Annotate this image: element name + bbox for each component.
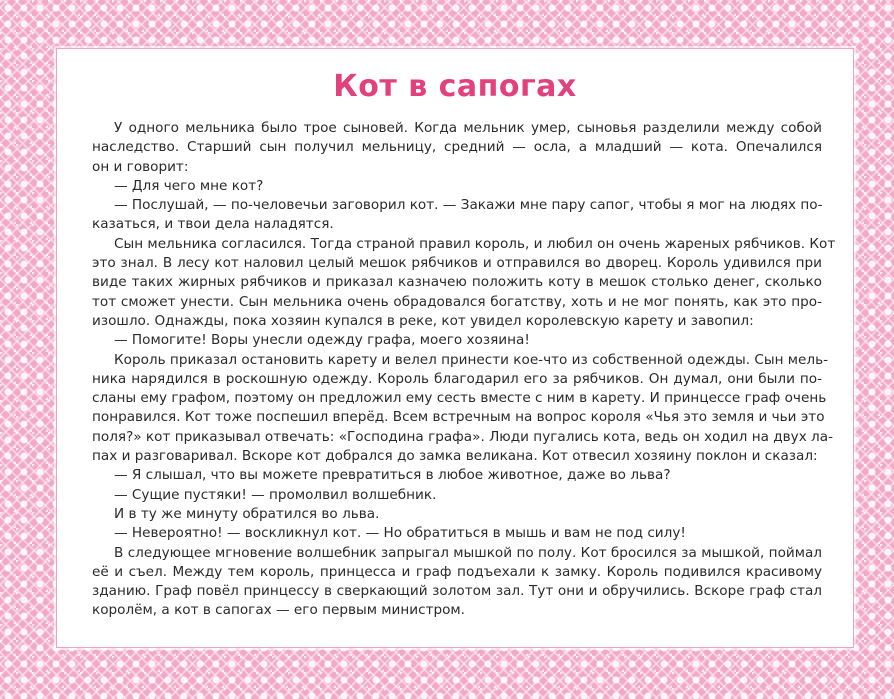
text-line: — Сущие пустяки! — промолвил волшебник.	[114, 486, 437, 503]
story-text	[92, 119, 836, 621]
text-line: Король приказал остановить карету и велел принести кое-что из собственной одежды. Сын мель-	[114, 351, 829, 368]
text-line: виде таких жирных рябчиков и приказал казначею положить коту в мешок столько денег, сколько	[92, 274, 822, 291]
text-line: В следующее мгновение волшебник запрыгал мышкой по полу. Кот бросился за мышкой, поймал	[114, 544, 822, 561]
text-line: И в ту же минуту обратился во льва.	[114, 505, 380, 522]
text-line: ника нарядился в роскошную одежду. Король благодарил его за рябчиков. Он думал, они были по-	[92, 370, 822, 387]
text-line: пах и разговаривал. Вскоре кот добрался до замка великана. Кот отвесил хозяину поклон и сказал:	[92, 448, 818, 465]
text-line: — Послушай, — по-человечьи заговорил кот. — Закажи мне пару сапог, чтобы я мог на людях по-	[114, 197, 823, 214]
text-line: — Помогите! Воры унесли одежду графа, моего хозяина!	[114, 332, 530, 349]
text-line: изошло. Однажды, пока хозяин купался в реке, кот увидел королевскую карету и завопил:	[92, 312, 754, 329]
text-line: наследство. Старший сын получил мельницу, средний — осла, а младший — кота. Опечалился	[92, 139, 822, 156]
story-title: Кот в сапогах	[333, 69, 577, 104]
text-line: поля?» кот приказывал отвечать: «Господина графа». Люди пугались кота, ведь он ходил на двух ла-	[92, 428, 833, 445]
text-line: зданию. Граф повёл принцессу в сверкающий золотом зал. Тут они и обручились. Вскоре граф стал	[92, 583, 822, 600]
text-line: тот сможет унести. Сын мельника очень обрадовался богатству, хоть и не мог понять, как это про-	[92, 293, 822, 310]
text-line: королём, а кот в сапогах — его первым министром.	[92, 602, 466, 619]
text-line: — Для чего мне кот?	[114, 177, 264, 194]
story-page	[56, 48, 854, 648]
text-line: это знал. В лесу кот наловил целый мешок рябчиков и отправился во дворец. Король удивился при	[92, 255, 822, 272]
text-line: — Я слышал, что вы можете превратиться в любое животное, даже во льва?	[114, 467, 671, 484]
text-line: понравился. Кот тоже поспешил вперёд. Всем встречным на вопрос короля «Чья это земля и чьи это	[92, 409, 825, 426]
text-line: сланы ему графом, поэтому он предложил ему сесть вместе с ним в карету. И принцессе граф очень	[92, 390, 827, 407]
text-line: Сын мельника согласился. Тогда страной правил король, и любил он очень жареных рябчиков. Кот	[114, 235, 836, 252]
text-line: её и съел. Между тем король, принцесса и граф подъехали к замку. Король подивился красивому	[92, 563, 822, 580]
text-line: — Невероятно! — воскликнул кот. — Но обратиться в мышь и вам не под силу!	[114, 525, 686, 542]
text-line: казаться, и твои дела наладятся.	[92, 216, 334, 233]
text-line: он и говорит:	[92, 158, 189, 175]
text-line: У одного мельника было трое сыновей. Когда мельник умер, сыновья разделили между собой	[114, 120, 822, 136]
